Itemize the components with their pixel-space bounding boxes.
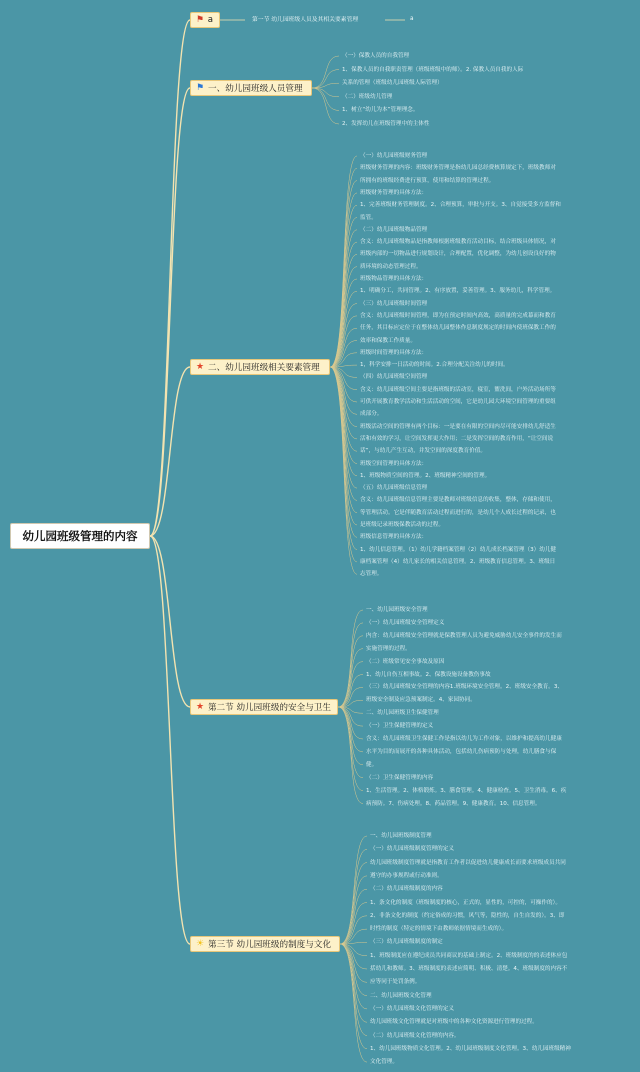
leaf-text-line: 1、幼儿信息管理。（1）幼儿学籍档案管理（2）幼儿成长档案管理（3）幼儿健 bbox=[360, 546, 557, 553]
connector-line bbox=[330, 367, 357, 537]
leaf-text-line: 1、完善班级财务管理制度。2、合理预算，审批与开支。3、自觉接受多方监督和 bbox=[360, 202, 561, 209]
leaf-text-line: （二）班级常见安全事故及原因 bbox=[366, 658, 445, 665]
connector-line bbox=[330, 367, 357, 574]
branch-label: 一、幼儿园班级人员管理 bbox=[208, 84, 303, 94]
connector-line bbox=[330, 242, 357, 367]
leaf-text-line: （二）幼儿园班级物品管理 bbox=[360, 226, 428, 233]
connector-line bbox=[330, 367, 357, 500]
connector-line bbox=[330, 367, 357, 377]
leaf-text-line: 话”，与幼儿产生互动，并发空间的深度教育价值。 bbox=[360, 448, 486, 455]
connector-line bbox=[330, 367, 357, 525]
leaf-text-line: 二、幼儿园班级文化管理 bbox=[370, 992, 432, 999]
connector-line bbox=[150, 88, 190, 536]
leaf-text-line: 含义：幼儿园班级空间主要是指班级的活动室，寝室，盥洗间，户外活动场所等 bbox=[360, 386, 556, 393]
red-star-icon: ★ bbox=[195, 362, 205, 372]
leaf-text-line: 幼儿园班级文化管理就是对班级中的各种文化资源进行管理的过程。 bbox=[370, 1019, 538, 1026]
leaf-text-line: 1、生活管理。2、体格锻炼。3、膳食管理。4、健康检查。5、卫生消毒。6、疾 bbox=[366, 787, 567, 794]
leaf-text-line: （一）幼儿园班级制度管理的定义 bbox=[370, 846, 454, 853]
leaf-text-line: 1、班级物质空间的管理。2、班级精神空间的管理。 bbox=[360, 472, 491, 479]
connector-line bbox=[338, 700, 363, 707]
leaf-text-line: （五）幼儿园班级信息管理 bbox=[360, 485, 428, 492]
connector-line bbox=[330, 316, 357, 367]
leaf-text-line: 班级安全制及应急预案制定。4、家园协同。 bbox=[366, 697, 476, 704]
connector-line bbox=[340, 889, 367, 944]
leaf-text-line: 1、条文化的制度（班级制度的核心，正式的，显性的，可控的，可操作的）。 bbox=[370, 899, 561, 906]
connector-line bbox=[330, 365, 357, 367]
leaf-text-line: 二、幼儿园班级卫生保健管理 bbox=[366, 710, 439, 717]
red-star-icon: ★ bbox=[195, 702, 205, 712]
leaf-text-line: 1，科学安排一日活动的时间。2.合理分配关注幼儿的时间。 bbox=[360, 362, 509, 369]
leaf-text-line: 任务，其目标应定位于在整体幼儿园整体作息制度规定的时间内使班保教工作的 bbox=[360, 325, 556, 332]
leaf-text-line: 是班级记录班级保教活动的过程。 bbox=[360, 522, 444, 528]
connector-line bbox=[340, 944, 367, 1049]
leaf-text-line: 2、非条文化的制度（约定俗成的习惯，风气等，隐性的，自生自发的）。3、即 bbox=[370, 912, 565, 919]
connector-line bbox=[340, 916, 367, 944]
leaf-text-line: 活和有效的学习，让空间发挥更大作用；二是发挥空间的教育作用，“让空间说 bbox=[360, 435, 554, 442]
connector-line bbox=[330, 367, 357, 464]
connector-line bbox=[330, 367, 357, 439]
connector-line bbox=[340, 929, 367, 944]
leaf-text-line: 文化管理。 bbox=[370, 1059, 398, 1066]
leaf-text-line: 含义：幼儿园班级时间管理，即为在预定时间内高效，高质量的完成幕而和教育 bbox=[360, 312, 556, 319]
leaf-text-line: 2、发挥幼儿在班级管理中的主体性 bbox=[342, 121, 430, 127]
branch-staff-management[interactable] bbox=[190, 80, 312, 96]
connector-line bbox=[330, 291, 357, 367]
connector-line bbox=[312, 56, 339, 88]
connector-line bbox=[150, 20, 190, 536]
connector-line bbox=[340, 944, 367, 1009]
leaf-text-line: 实施管理的过程。 bbox=[366, 645, 411, 652]
leaf-text-line: 监管。 bbox=[360, 214, 377, 221]
connector-line bbox=[340, 863, 367, 944]
connector-line bbox=[338, 707, 363, 765]
leaf-text-line: 班级财务管理的内容：班级财务管理是指幼儿园总经费核算规定下，班级教师对 bbox=[360, 165, 556, 172]
leaf-text-line: 应等同于处罚条例。 bbox=[370, 979, 421, 986]
branch-safety-hygiene[interactable] bbox=[190, 699, 338, 715]
connector-line bbox=[312, 88, 339, 110]
connector-line bbox=[338, 707, 363, 726]
connector-line bbox=[330, 367, 357, 476]
leaf-text-line: 内含：幼儿园班级安全管理就是保教管理人员为避免威胁幼儿安全事件的发生而 bbox=[366, 632, 562, 639]
leaf-text-line: 含义：幼儿园班级信息管理主要是教师对班级信息的收集，整体，存储和使用， bbox=[360, 497, 556, 504]
leaf-text-line: （二）幼儿园班级制度的内容 bbox=[370, 886, 443, 893]
leaf-text-line: （二）班级幼儿管理 bbox=[342, 93, 393, 100]
leaf-text-line: 幼儿园班级制度管理就是指教育工作者以促进幼儿健康成长而要求班级成员共同 bbox=[370, 859, 566, 866]
leaf-text-line: 1、班级制度应在遵纪成员共同商议的基础上制定。2、班级制度的的表述体应包 bbox=[370, 952, 568, 959]
connector-line bbox=[150, 367, 190, 536]
root-topic[interactable]: 幼儿园班级管理的内容 bbox=[10, 523, 150, 549]
connector-line bbox=[338, 636, 363, 707]
branch-system-culture[interactable] bbox=[190, 936, 340, 952]
connector-line bbox=[330, 367, 357, 550]
branch-element-management[interactable] bbox=[190, 359, 330, 375]
connector-line bbox=[330, 156, 357, 367]
leaf-text-line: 病预防。7、伤病处理。8、药品管理。9、健康教育。10、信息管理。 bbox=[366, 800, 541, 807]
leaf-text-line: （二）幼儿园班级文化管理的内容。 bbox=[370, 1032, 460, 1039]
leaf-text-line: 1、树立“幼儿为本”管理理念。 bbox=[342, 107, 419, 114]
connector-line bbox=[330, 267, 357, 367]
leaf-text-line: 1、保教人员的自我职责管理（班级班级中的师）。2. 保教人员自我的人际 bbox=[342, 66, 524, 73]
connector-line bbox=[340, 944, 367, 969]
connector-line bbox=[330, 367, 357, 427]
connector-line bbox=[330, 367, 357, 451]
leaf-text-line: 健。 bbox=[366, 761, 378, 768]
connector-line bbox=[150, 536, 190, 707]
connector-line bbox=[340, 944, 367, 956]
leaf-text-line: 效率和保教工作质量。 bbox=[360, 337, 416, 344]
section-title: 第一节 幼儿园班级人员及其相关要素管理 bbox=[252, 17, 359, 23]
connector-line bbox=[340, 903, 367, 945]
connector-line bbox=[330, 230, 357, 367]
leaf-text-line: （三）幼儿园班级制度的制定 bbox=[370, 939, 443, 946]
connector-line bbox=[330, 341, 357, 368]
leaf-text-line: 班级物品管理的具体方法： bbox=[360, 276, 428, 282]
leaf-text-line: 班级活动空间的管理有两个目标：一是要在有限的空间内尽可能安排幼儿舒适生 bbox=[360, 423, 556, 430]
branch-label: a bbox=[207, 15, 213, 25]
connector-line bbox=[338, 707, 363, 804]
branch-label: 二、幼儿园班级相关要素管理 bbox=[208, 363, 320, 373]
connector-line bbox=[330, 367, 357, 488]
leaf-text-line: （一）保教人员的自我管理 bbox=[342, 53, 410, 59]
connector-line bbox=[338, 675, 363, 708]
connector-line bbox=[340, 944, 367, 996]
connector-line bbox=[340, 942, 367, 944]
leaf-text-line: 班级信息管理的具体方法： bbox=[360, 534, 428, 541]
connector-line bbox=[340, 944, 367, 982]
connector-line bbox=[338, 687, 363, 707]
connector-line bbox=[330, 254, 357, 367]
connector-line bbox=[340, 876, 367, 944]
leaf-text-line: 等管理活动。它是伴随教育活动过程而进行的，是幼儿个人成长过程的记录，也 bbox=[360, 509, 556, 516]
leaf-text-line: 遵守的办事规程或行动准则。 bbox=[370, 872, 443, 879]
connector-line bbox=[340, 836, 367, 944]
leaf-text-line: 关系的管理（班级幼儿园班级人际管理） bbox=[342, 80, 443, 87]
leaf-text-line: 一、幼儿园班级安全管理 bbox=[366, 607, 428, 613]
connector-line bbox=[330, 181, 357, 367]
leaf-text-line: 水平为目的而展开的各种具体活动，包括幼儿伤病预防与处理，幼儿膳食与保 bbox=[366, 748, 557, 755]
connector-line bbox=[340, 944, 367, 1022]
leaf-text-line: 志管理。 bbox=[360, 571, 383, 578]
leaf-text-line: 括幼儿和教师。3、班级制度的表述应简明、积极、清楚。4、班级制度的内容不 bbox=[370, 966, 568, 972]
branch-label: 第二节 幼儿园班级的安全与卫生 bbox=[207, 703, 331, 713]
section-marker: a bbox=[410, 16, 414, 22]
connector-line bbox=[338, 707, 363, 778]
connector-line bbox=[312, 70, 339, 88]
leaf-text-line: 班级空间管理的具体方法： bbox=[360, 460, 428, 467]
connector-line bbox=[330, 304, 357, 367]
leaf-text-line: 质环境的动态管理过程。 bbox=[360, 263, 422, 270]
leaf-text-line: （一）幼儿园班级财务管理 bbox=[360, 153, 428, 159]
leaf-text-line: （四）幼儿园班级空间管理 bbox=[360, 374, 428, 381]
connector-line bbox=[312, 88, 339, 97]
connector-line bbox=[340, 944, 367, 1036]
leaf-text-line: 1、幼儿自伤互相事故。2、保教设施设备教伤事故 bbox=[366, 671, 491, 678]
connector-line bbox=[330, 205, 357, 367]
connector-line bbox=[338, 649, 363, 707]
leaf-text-line: 含义：幼儿园班级物品是指教师根据班级教育活动目标，结合班级具体情况，对 bbox=[360, 239, 556, 246]
connector-line bbox=[338, 662, 363, 707]
leaf-text-line: 班级内部的一切物品进行规划设计，合理配置，优化调整，为幼儿创设良好的物 bbox=[360, 251, 556, 258]
leaf-text-line: （一）幼儿园班级安全管理定义 bbox=[366, 619, 445, 626]
branch-label: 第三节 幼儿园班级的制度与文化 bbox=[208, 940, 332, 950]
blue-flag-icon: ⚑ bbox=[195, 83, 205, 93]
leaf-text-line: 所拥有的班级经费进行预算，使用和结算的管理过程。 bbox=[360, 177, 495, 184]
connector-line bbox=[330, 168, 357, 367]
leaf-text-line: 班级财务管理的具体方法： bbox=[360, 189, 428, 196]
leaf-text-line: 时性的制度（特定的情境下由教师依据情境而生成的）。 bbox=[370, 926, 508, 933]
leaf-text-line: 1、明确分工，共同管理。2、有序放置，妥善管理。3、服务幼儿，科学管理。 bbox=[360, 288, 556, 295]
connector-line bbox=[330, 367, 357, 562]
connector-line bbox=[340, 849, 367, 944]
connector-line bbox=[338, 707, 363, 791]
connector-line bbox=[338, 707, 363, 739]
leaf-text-line: 一、幼儿园班级制度管理 bbox=[370, 833, 432, 839]
connector-line bbox=[338, 623, 363, 707]
leaf-text-line: （二）卫生保健管理的内容 bbox=[366, 774, 434, 781]
leaf-text-line: （三）幼儿园班级安全管理的内容1.班级环境安全管理。2、班级安全教育。3、 bbox=[366, 684, 564, 691]
connector-line bbox=[330, 193, 357, 367]
connector-line bbox=[330, 367, 357, 402]
leaf-text-line: （一）卫生保健管理的定义 bbox=[366, 723, 434, 730]
connector-line bbox=[330, 367, 357, 414]
connector-line bbox=[312, 83, 339, 88]
leaf-text-line: 1、幼儿园班级物质文化管理。2、幼儿园班级制度文化管理。3、幼儿园班级精神 bbox=[370, 1045, 571, 1052]
connector-line bbox=[312, 88, 339, 124]
leaf-text-line: 可供开展教育教学活动和生活活动的空间，它是幼儿园大环境空间管理的重要组 bbox=[360, 399, 556, 405]
leaf-text-line: 康档案管理（4）幼儿家长的相关信息管理。2、班级教育信息管理。3、班级日 bbox=[360, 558, 556, 565]
leaf-text-line: 班级时间管理的具体方法： bbox=[360, 349, 428, 356]
connector-line bbox=[330, 367, 357, 390]
leaf-text-line: 成部分。 bbox=[360, 411, 383, 418]
connector-line bbox=[330, 353, 357, 367]
leaf-text-line: （三）幼儿园班级时间管理 bbox=[360, 300, 428, 307]
connector-line bbox=[330, 328, 357, 367]
sun-icon: ☀ bbox=[195, 939, 205, 949]
connector-line bbox=[338, 707, 363, 713]
connector-line bbox=[340, 944, 367, 1062]
leaf-text-line: 含义：幼儿园班级卫生保健工作是指以幼儿为工作对象，以维护和提高幼儿健康 bbox=[366, 736, 562, 742]
connector-line bbox=[330, 367, 357, 513]
leaf-text-line: （一）幼儿园班级文化管理的定义 bbox=[370, 1005, 454, 1012]
branch-title-marker[interactable] bbox=[190, 12, 220, 28]
connector-line bbox=[150, 536, 190, 944]
connector-line bbox=[330, 218, 357, 368]
connector-line bbox=[330, 279, 357, 367]
red-flag-icon: ⚑ bbox=[195, 15, 204, 25]
connector-line bbox=[338, 707, 363, 752]
connector-line bbox=[338, 610, 363, 707]
